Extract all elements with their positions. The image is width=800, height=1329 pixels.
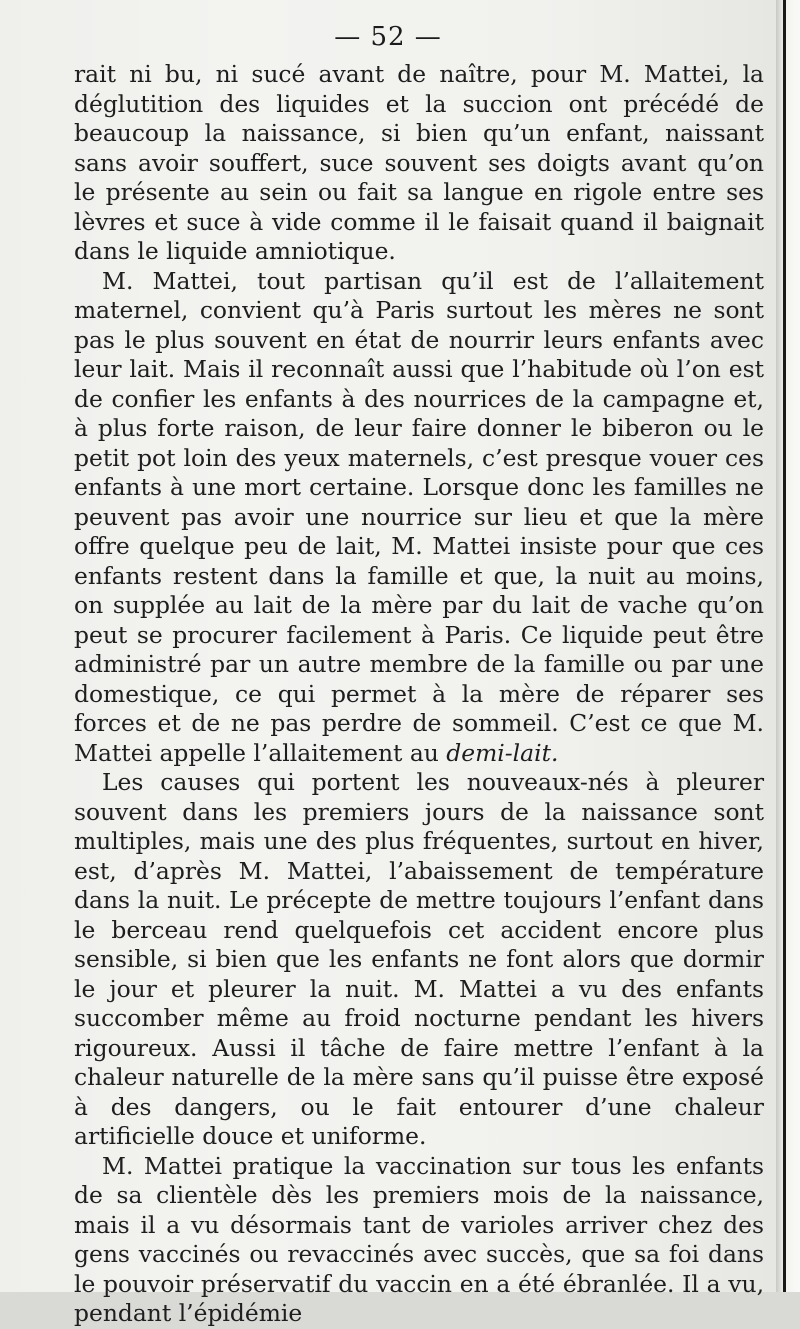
paragraph-3 (74, 768, 764, 1152)
paragraph-4 (74, 1152, 764, 1329)
paragraph-2-emphasis: demi-lait. (446, 738, 559, 767)
page-number: — 52 — (334, 22, 442, 52)
gutter-edge-line (783, 0, 786, 1292)
paragraph-2 (74, 267, 764, 769)
body-text (74, 60, 764, 1329)
paragraph-2-text: M. Mattei, tout partisan qu’il est de l’allaitement maternel, convient qu’à Paris surtout les mères ne sont pas le plus souvent en état de nourrir leurs enfants avec leur lait. Mais il reconnaît aussi que l’habitude où l’on est de confier les enfants à des nourrices de la campagne et, à plus forte raison, de leur faire donner le biberon ou le petit pot loin des yeux maternels, c’est presque vouer ces enfants à une mort certaine. Lorsque donc les familles ne peuvent pas avoir une nourrice sur lieu et que la mère offre quelque peu de lait, M. Mattei insiste pour que ces enfants restent dans la famille et que, la nuit au moins, on supplée au lait de la mère par du lait de vache qu’on peut se procurer facilement à Paris. Ce liquide peut être administré par un autre membre de la famille ou par une domestique, ce qui permet à la mère de réparer ses forces et de ne pas perdre de sommeil. C’est ce que M. Mattei appelle l’allaitement au (74, 266, 764, 767)
paragraph-1 (74, 60, 764, 267)
book-gutter (776, 0, 800, 1292)
paragraph-1-text: rait ni bu, ni sucé avant de naître, pour M. Mattei, la déglutition des liquides et la succion ont précédé de beaucoup la naissance, si bien qu’un enfant, naissant sans avoir souffert, suce souvent ses doigts avant qu’on le présente au sein ou fait sa langue en rigole entre ses lèvres et suce à vide comme il le faisait quand il baignait dans le liquide amniotique. (74, 60, 764, 265)
paragraph-3-text: Les causes qui portent les nouveaux-nés à pleurer souvent dans les premiers jours de la naissance sont multiples, mais une des plus fréquentes, surtout en hiver, est, d’après M. Mattei, l’abaissement de température dans la nuit. Le précepte de mettre toujours l’enfant dans le berceau rend quelquefois cet accident encore plus sensible, si bien que les enfants ne font alors que dormir le jour et pleurer la nuit. M. Mattei a vu des enfants succomber même au froid nocturne pendant les hivers rigoureux. Aussi il tâche de faire mettre l’enfant à la chaleur naturelle de la mère sans qu’il puisse être exposé à des dangers, ou le fait entourer d’une chaleur artificielle douce et uniforme. (74, 768, 764, 1150)
paragraph-4-text: M. Mattei pratique la vaccination sur tous les enfants de sa clientèle dès les premiers mois de la naissance, mais il a vu désormais tant de varioles arriver chez des gens vaccinés ou revaccinés avec succès, que sa foi dans le pouvoir préservatif du vaccin en a été ébranlée. Il a vu, pendant l’épidémie (74, 1151, 764, 1327)
